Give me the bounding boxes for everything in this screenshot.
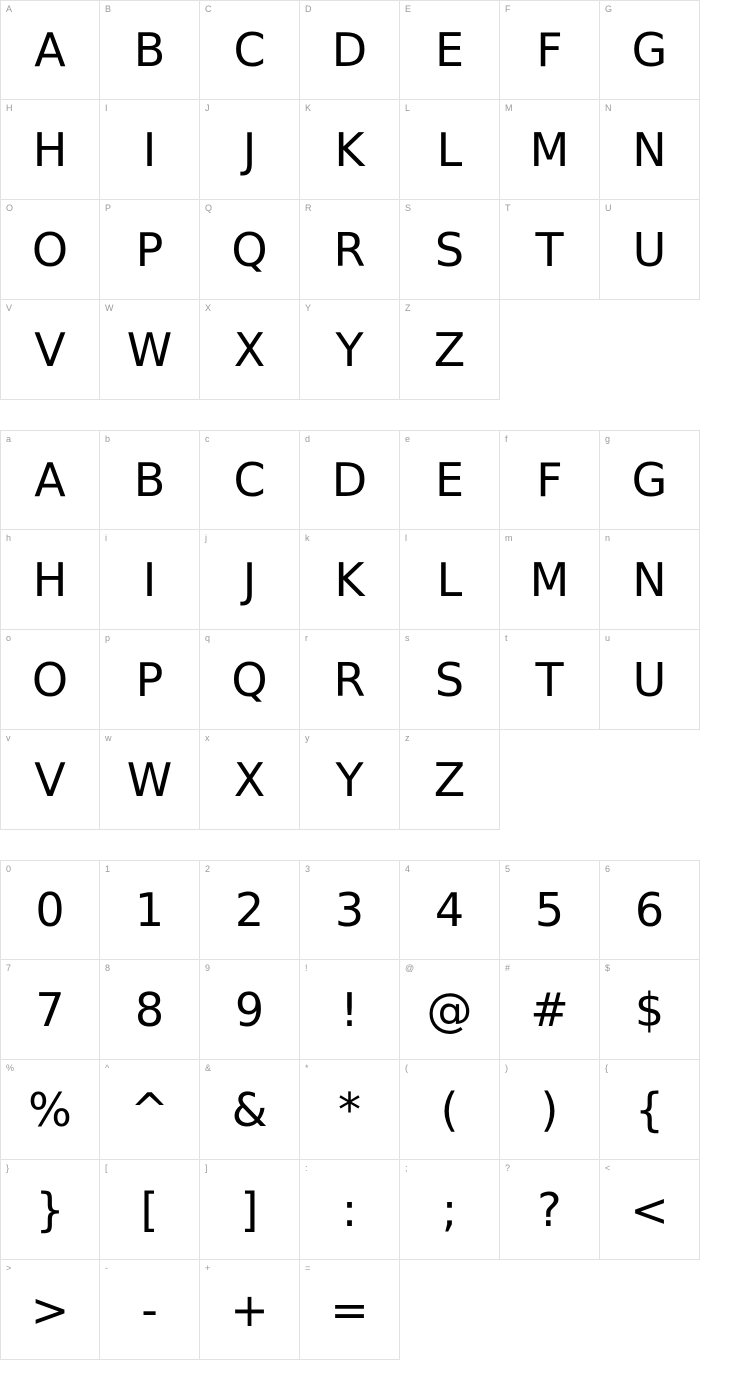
glyph-cell[interactable] [500, 530, 600, 630]
glyph-cell-character: 0 [35, 883, 65, 937]
glyph-cell[interactable] [0, 1160, 100, 1260]
glyph-section-uppercase [0, 0, 740, 400]
glyph-cell-character: ^ [130, 1082, 169, 1137]
glyph-cell[interactable] [400, 1160, 500, 1260]
glyph-cell[interactable] [0, 860, 100, 960]
glyph-cell[interactable] [600, 960, 700, 1060]
glyph-cell[interactable] [100, 630, 200, 730]
glyph-cell[interactable] [100, 1160, 200, 1260]
glyph-cell-label: P [105, 203, 112, 213]
glyph-cell-label: { [605, 1063, 609, 1073]
glyph-cell-character: : [341, 1182, 358, 1237]
glyph-cell-character: } [35, 1182, 65, 1237]
glyph-cell-character: 8 [134, 982, 165, 1037]
glyph-cell-character: * [338, 1082, 361, 1137]
glyph-cell-label: L [405, 103, 411, 113]
glyph-cell[interactable] [500, 0, 600, 100]
glyph-cell-label: 7 [6, 963, 12, 973]
glyph-cell-character: Q [231, 652, 268, 707]
glyph-cell-label: * [305, 1063, 309, 1073]
glyph-cell-character: C [233, 453, 266, 507]
glyph-cell-label: 3 [305, 864, 311, 874]
glyph-cell-character: H [32, 122, 68, 177]
glyph-cell[interactable] [600, 860, 700, 960]
glyph-cell-character: G [631, 453, 668, 507]
glyph-cell-character: K [334, 552, 365, 607]
glyph-cell-character: D [331, 453, 368, 507]
glyph-cell-label: - [105, 1263, 108, 1273]
glyph-cell-label: v [6, 733, 11, 743]
glyph-cell-label: t [505, 633, 508, 643]
glyph-cell[interactable] [100, 430, 200, 530]
glyph-section-digits-and-symbols [0, 860, 740, 1360]
glyph-cell-character: E [434, 23, 465, 77]
glyph-cell-character: 6 [634, 883, 665, 937]
glyph-cell[interactable] [300, 860, 400, 960]
glyph-cell[interactable] [100, 960, 200, 1060]
glyph-cell-label: J [205, 103, 210, 113]
glyph-cell-label: o [6, 633, 12, 643]
glyph-cell-label: = [305, 1263, 311, 1273]
glyph-cell-label: g [605, 434, 611, 444]
glyph-cell[interactable] [600, 430, 700, 530]
glyph-cell-label: Y [305, 303, 312, 313]
glyph-cell-character: 3 [334, 883, 365, 937]
glyph-cell-label: 2 [205, 864, 211, 874]
glyph-cell[interactable] [0, 1260, 100, 1360]
glyph-cell[interactable] [0, 630, 100, 730]
glyph-cell[interactable] [0, 200, 100, 300]
glyph-cell-label: ; [405, 1163, 408, 1173]
glyph-cell-character: < [630, 1182, 669, 1237]
glyph-cell[interactable] [600, 530, 700, 630]
glyph-cell-character: - [141, 1282, 158, 1337]
glyph-cell[interactable] [200, 860, 300, 960]
glyph-cell-character: Z [433, 322, 466, 377]
glyph-cell-label: Q [205, 203, 213, 213]
glyph-cell-label: y [305, 733, 310, 743]
glyph-cell-label: q [205, 633, 211, 643]
glyph-cell[interactable] [400, 430, 500, 530]
glyph-cell-character: H [32, 552, 68, 607]
glyph-cell-character: X [233, 322, 266, 377]
glyph-cell[interactable] [200, 430, 300, 530]
glyph-cell-label: i [105, 533, 107, 543]
glyph-cell[interactable] [400, 300, 500, 400]
glyph-cell-label: M [505, 103, 513, 113]
glyph-cell[interactable] [100, 530, 200, 630]
glyph-cell[interactable] [100, 300, 200, 400]
glyph-cell-character: S [434, 222, 465, 277]
glyph-cell-character: Q [231, 222, 268, 277]
glyph-cell-character: L [436, 122, 463, 177]
glyph-cell-label: 1 [105, 864, 111, 874]
glyph-cell-label: % [6, 1063, 15, 1073]
glyph-cell[interactable] [600, 0, 700, 100]
glyph-cell-label: B [105, 4, 112, 14]
glyph-cell-label: x [205, 733, 210, 743]
glyph-cell-character: R [333, 652, 366, 707]
glyph-cell-label: a [6, 434, 12, 444]
glyph-cell-label: n [605, 533, 611, 543]
glyph-cell-label: j [205, 533, 207, 543]
glyph-cell-character: ; [441, 1182, 458, 1237]
glyph-cell[interactable] [0, 530, 100, 630]
glyph-cell-label: b [105, 434, 111, 444]
glyph-grid-lowercase [0, 430, 700, 830]
glyph-cell[interactable] [400, 860, 500, 960]
glyph-cell[interactable] [300, 430, 400, 530]
glyph-cell[interactable] [600, 1060, 700, 1160]
glyph-cell-character: % [28, 1082, 72, 1137]
glyph-cell-label: ) [505, 1063, 508, 1073]
glyph-cell-label: # [505, 963, 511, 973]
glyph-cell[interactable] [300, 100, 400, 200]
glyph-cell-character: I [142, 122, 157, 177]
glyph-cell-character: B [133, 453, 166, 507]
glyph-cell-character: ! [340, 982, 359, 1037]
glyph-cell[interactable] [600, 100, 700, 200]
glyph-cell-label: K [305, 103, 312, 113]
glyph-cell-character: J [242, 552, 257, 607]
glyph-cell-label: C [205, 4, 212, 14]
glyph-cell-character: $ [634, 982, 665, 1037]
glyph-cell[interactable] [300, 300, 400, 400]
glyph-cell-label: h [6, 533, 12, 543]
glyph-cell-character: L [436, 552, 463, 607]
glyph-cell-label: f [505, 434, 508, 444]
glyph-cell[interactable] [500, 200, 600, 300]
glyph-cell[interactable] [300, 1060, 400, 1160]
glyph-cell[interactable] [200, 730, 300, 830]
glyph-cell[interactable] [300, 0, 400, 100]
glyph-cell-label: d [305, 434, 311, 444]
glyph-cell-character: 9 [234, 982, 265, 1037]
glyph-cell-label: O [6, 203, 14, 213]
glyph-cell[interactable] [200, 1160, 300, 1260]
glyph-cell-label: D [305, 4, 312, 14]
glyph-cell-label: ] [205, 1163, 208, 1173]
glyph-cell-label: ? [505, 1163, 511, 1173]
glyph-cell-character: ] [240, 1182, 259, 1237]
glyph-cell-character: M [529, 122, 570, 177]
glyph-cell-label: R [305, 203, 312, 213]
glyph-cell[interactable] [500, 630, 600, 730]
glyph-cell[interactable] [0, 1060, 100, 1160]
glyph-cell[interactable] [400, 730, 500, 830]
glyph-cell-character: E [434, 453, 465, 507]
glyph-cell[interactable] [600, 1160, 700, 1260]
glyph-cell-character: W [126, 752, 173, 807]
glyph-cell-label: X [205, 303, 212, 313]
glyph-section-lowercase [0, 430, 740, 830]
glyph-cell-character: P [135, 222, 164, 277]
glyph-cell-label: : [305, 1163, 308, 1173]
glyph-cell[interactable] [100, 730, 200, 830]
glyph-cell[interactable] [500, 1060, 600, 1160]
glyph-cell[interactable] [300, 1160, 400, 1260]
glyph-cell-character: C [233, 23, 266, 77]
glyph-cell-character: 4 [434, 883, 465, 937]
glyph-cell[interactable] [200, 200, 300, 300]
glyph-cell-label: 8 [105, 963, 111, 973]
glyph-cell-label: A [6, 4, 13, 14]
glyph-cell-label: c [205, 434, 210, 444]
glyph-cell-character: U [632, 222, 667, 277]
glyph-cell[interactable] [200, 630, 300, 730]
glyph-cell-character: Z [433, 752, 466, 807]
glyph-cell-label: W [105, 303, 114, 313]
glyph-cell-label: 6 [605, 864, 611, 874]
glyph-cell-label: ^ [105, 1063, 110, 1073]
glyph-cell[interactable] [200, 100, 300, 200]
glyph-cell-character: > [30, 1282, 70, 1337]
glyph-cell[interactable] [500, 100, 600, 200]
glyph-cell[interactable] [400, 630, 500, 730]
glyph-cell-label: p [105, 633, 111, 643]
glyph-cell-character: N [632, 552, 667, 607]
glyph-cell-label: e [405, 434, 411, 444]
glyph-cell-label: [ [105, 1163, 108, 1173]
glyph-cell-character: T [535, 222, 564, 277]
section-spacer [0, 830, 700, 860]
glyph-cell[interactable] [200, 960, 300, 1060]
glyph-cell-label: + [205, 1263, 211, 1273]
glyph-cell[interactable] [100, 0, 200, 100]
glyph-cell-label: ! [305, 963, 308, 973]
glyph-cell-label: m [505, 533, 513, 543]
glyph-cell-character: R [333, 222, 366, 277]
section-spacer [0, 400, 700, 430]
glyph-cell[interactable] [500, 1160, 600, 1260]
glyph-cell[interactable] [100, 860, 200, 960]
glyph-cell[interactable] [500, 860, 600, 960]
glyph-cell-character: [ [140, 1182, 159, 1237]
glyph-cell[interactable] [0, 960, 100, 1060]
glyph-cell-label: l [405, 533, 407, 543]
glyph-cell-label: E [405, 4, 412, 14]
glyph-cell-character: V [34, 322, 66, 377]
glyph-cell-character: Y [335, 322, 364, 377]
glyph-cell-label: > [6, 1263, 12, 1273]
glyph-cell-character: B [133, 23, 166, 77]
glyph-cell[interactable] [300, 1260, 400, 1360]
glyph-cell[interactable] [300, 960, 400, 1060]
glyph-cell-label: G [605, 4, 613, 14]
glyph-cell[interactable] [500, 430, 600, 530]
glyph-cell[interactable] [200, 0, 300, 100]
glyph-cell-label: u [605, 633, 611, 643]
glyph-cell-label: s [405, 633, 410, 643]
glyph-cell-character: X [233, 752, 266, 807]
glyph-cell[interactable] [200, 530, 300, 630]
glyph-cell-character: ) [540, 1082, 559, 1137]
glyph-cell[interactable] [100, 1260, 200, 1360]
glyph-cell-label: 0 [6, 864, 12, 874]
glyph-cell[interactable] [200, 300, 300, 400]
glyph-cell-character: J [242, 122, 257, 177]
glyph-cell-label: N [605, 103, 612, 113]
glyph-cell-character: + [230, 1282, 269, 1337]
glyph-cell-character: I [142, 552, 157, 607]
glyph-cell-character: F [536, 23, 563, 77]
glyph-cell[interactable] [600, 200, 700, 300]
glyph-cell[interactable] [400, 0, 500, 100]
glyph-cell-label: & [205, 1063, 212, 1073]
glyph-cell-character: M [529, 552, 570, 607]
glyph-cell-label: 5 [505, 864, 511, 874]
glyph-cell-character: G [631, 23, 668, 77]
glyph-cell[interactable] [100, 200, 200, 300]
glyph-cell-label: I [105, 103, 108, 113]
glyph-cell-character: O [31, 652, 69, 707]
glyph-cell-character: 1 [134, 883, 165, 937]
glyph-cell-label: Z [405, 303, 411, 313]
glyph-cell[interactable] [200, 1060, 300, 1160]
glyph-cell-label: S [405, 203, 412, 213]
glyph-cell-label: F [505, 4, 511, 14]
glyph-cell-label: } [6, 1163, 10, 1173]
glyph-cell-label: w [105, 733, 112, 743]
glyph-cell-character: A [34, 453, 66, 507]
glyph-cell[interactable] [300, 630, 400, 730]
glyph-cell-character: { [634, 1082, 665, 1137]
glyph-cell[interactable] [300, 200, 400, 300]
glyph-cell-character: V [34, 752, 66, 807]
glyph-cell-character: W [126, 322, 173, 377]
glyph-cell-label: ( [405, 1063, 408, 1073]
glyph-cell[interactable] [0, 300, 100, 400]
glyph-cell[interactable] [400, 200, 500, 300]
glyph-cell-character: A [34, 23, 66, 77]
glyph-cell[interactable] [400, 530, 500, 630]
glyph-cell-character: @ [426, 982, 473, 1037]
glyph-cell-label: z [405, 733, 410, 743]
glyph-cell[interactable] [400, 960, 500, 1060]
glyph-cell[interactable] [200, 1260, 300, 1360]
glyph-cell[interactable] [600, 630, 700, 730]
glyph-cell-character: T [535, 652, 564, 707]
glyph-cell-character: 7 [35, 982, 65, 1037]
glyph-cell-label: 9 [205, 963, 211, 973]
glyph-cell-label: 4 [405, 864, 411, 874]
glyph-cell-character: D [331, 23, 368, 77]
glyph-cell[interactable] [100, 100, 200, 200]
glyph-cell[interactable] [0, 430, 100, 530]
glyph-grid-uppercase [0, 0, 700, 400]
glyph-cell[interactable] [500, 960, 600, 1060]
glyph-cell-character: = [330, 1282, 369, 1337]
glyph-grid-digits-and-symbols [0, 860, 700, 1360]
glyph-cell-label: T [505, 203, 511, 213]
glyph-cell[interactable] [300, 730, 400, 830]
glyph-cell-character: ( [440, 1082, 459, 1137]
glyph-cell-label: H [6, 103, 13, 113]
glyph-cell-character: N [632, 122, 667, 177]
glyph-cell[interactable] [400, 1060, 500, 1160]
glyph-cell-character: # [530, 982, 569, 1037]
glyph-cell-character: F [536, 453, 563, 507]
glyph-cell-character: U [632, 652, 667, 707]
glyph-cell-character: P [135, 652, 164, 707]
glyph-cell-label: @ [405, 963, 415, 973]
glyph-cell-character: ? [537, 1182, 562, 1237]
glyph-cell-character: & [231, 1082, 268, 1137]
glyph-cell-label: $ [605, 963, 611, 973]
glyph-cell[interactable] [0, 100, 100, 200]
glyph-cell-label: < [605, 1163, 611, 1173]
glyph-cell-label: r [305, 633, 308, 643]
glyph-cell[interactable] [400, 100, 500, 200]
glyph-cell[interactable] [0, 0, 100, 100]
glyph-cell-character: S [434, 652, 465, 707]
glyph-cell-character: Y [335, 752, 364, 807]
glyph-cell-character: K [334, 122, 365, 177]
glyph-cell-label: k [305, 533, 310, 543]
glyph-cell[interactable] [300, 530, 400, 630]
glyph-cell[interactable] [0, 730, 100, 830]
glyph-cell-label: U [605, 203, 612, 213]
glyph-cell-character: 5 [534, 883, 565, 937]
glyph-cell-character: 2 [234, 883, 265, 937]
glyph-cell-character: O [31, 222, 69, 277]
glyph-cell-label: V [6, 303, 13, 313]
glyph-cell[interactable] [100, 1060, 200, 1160]
